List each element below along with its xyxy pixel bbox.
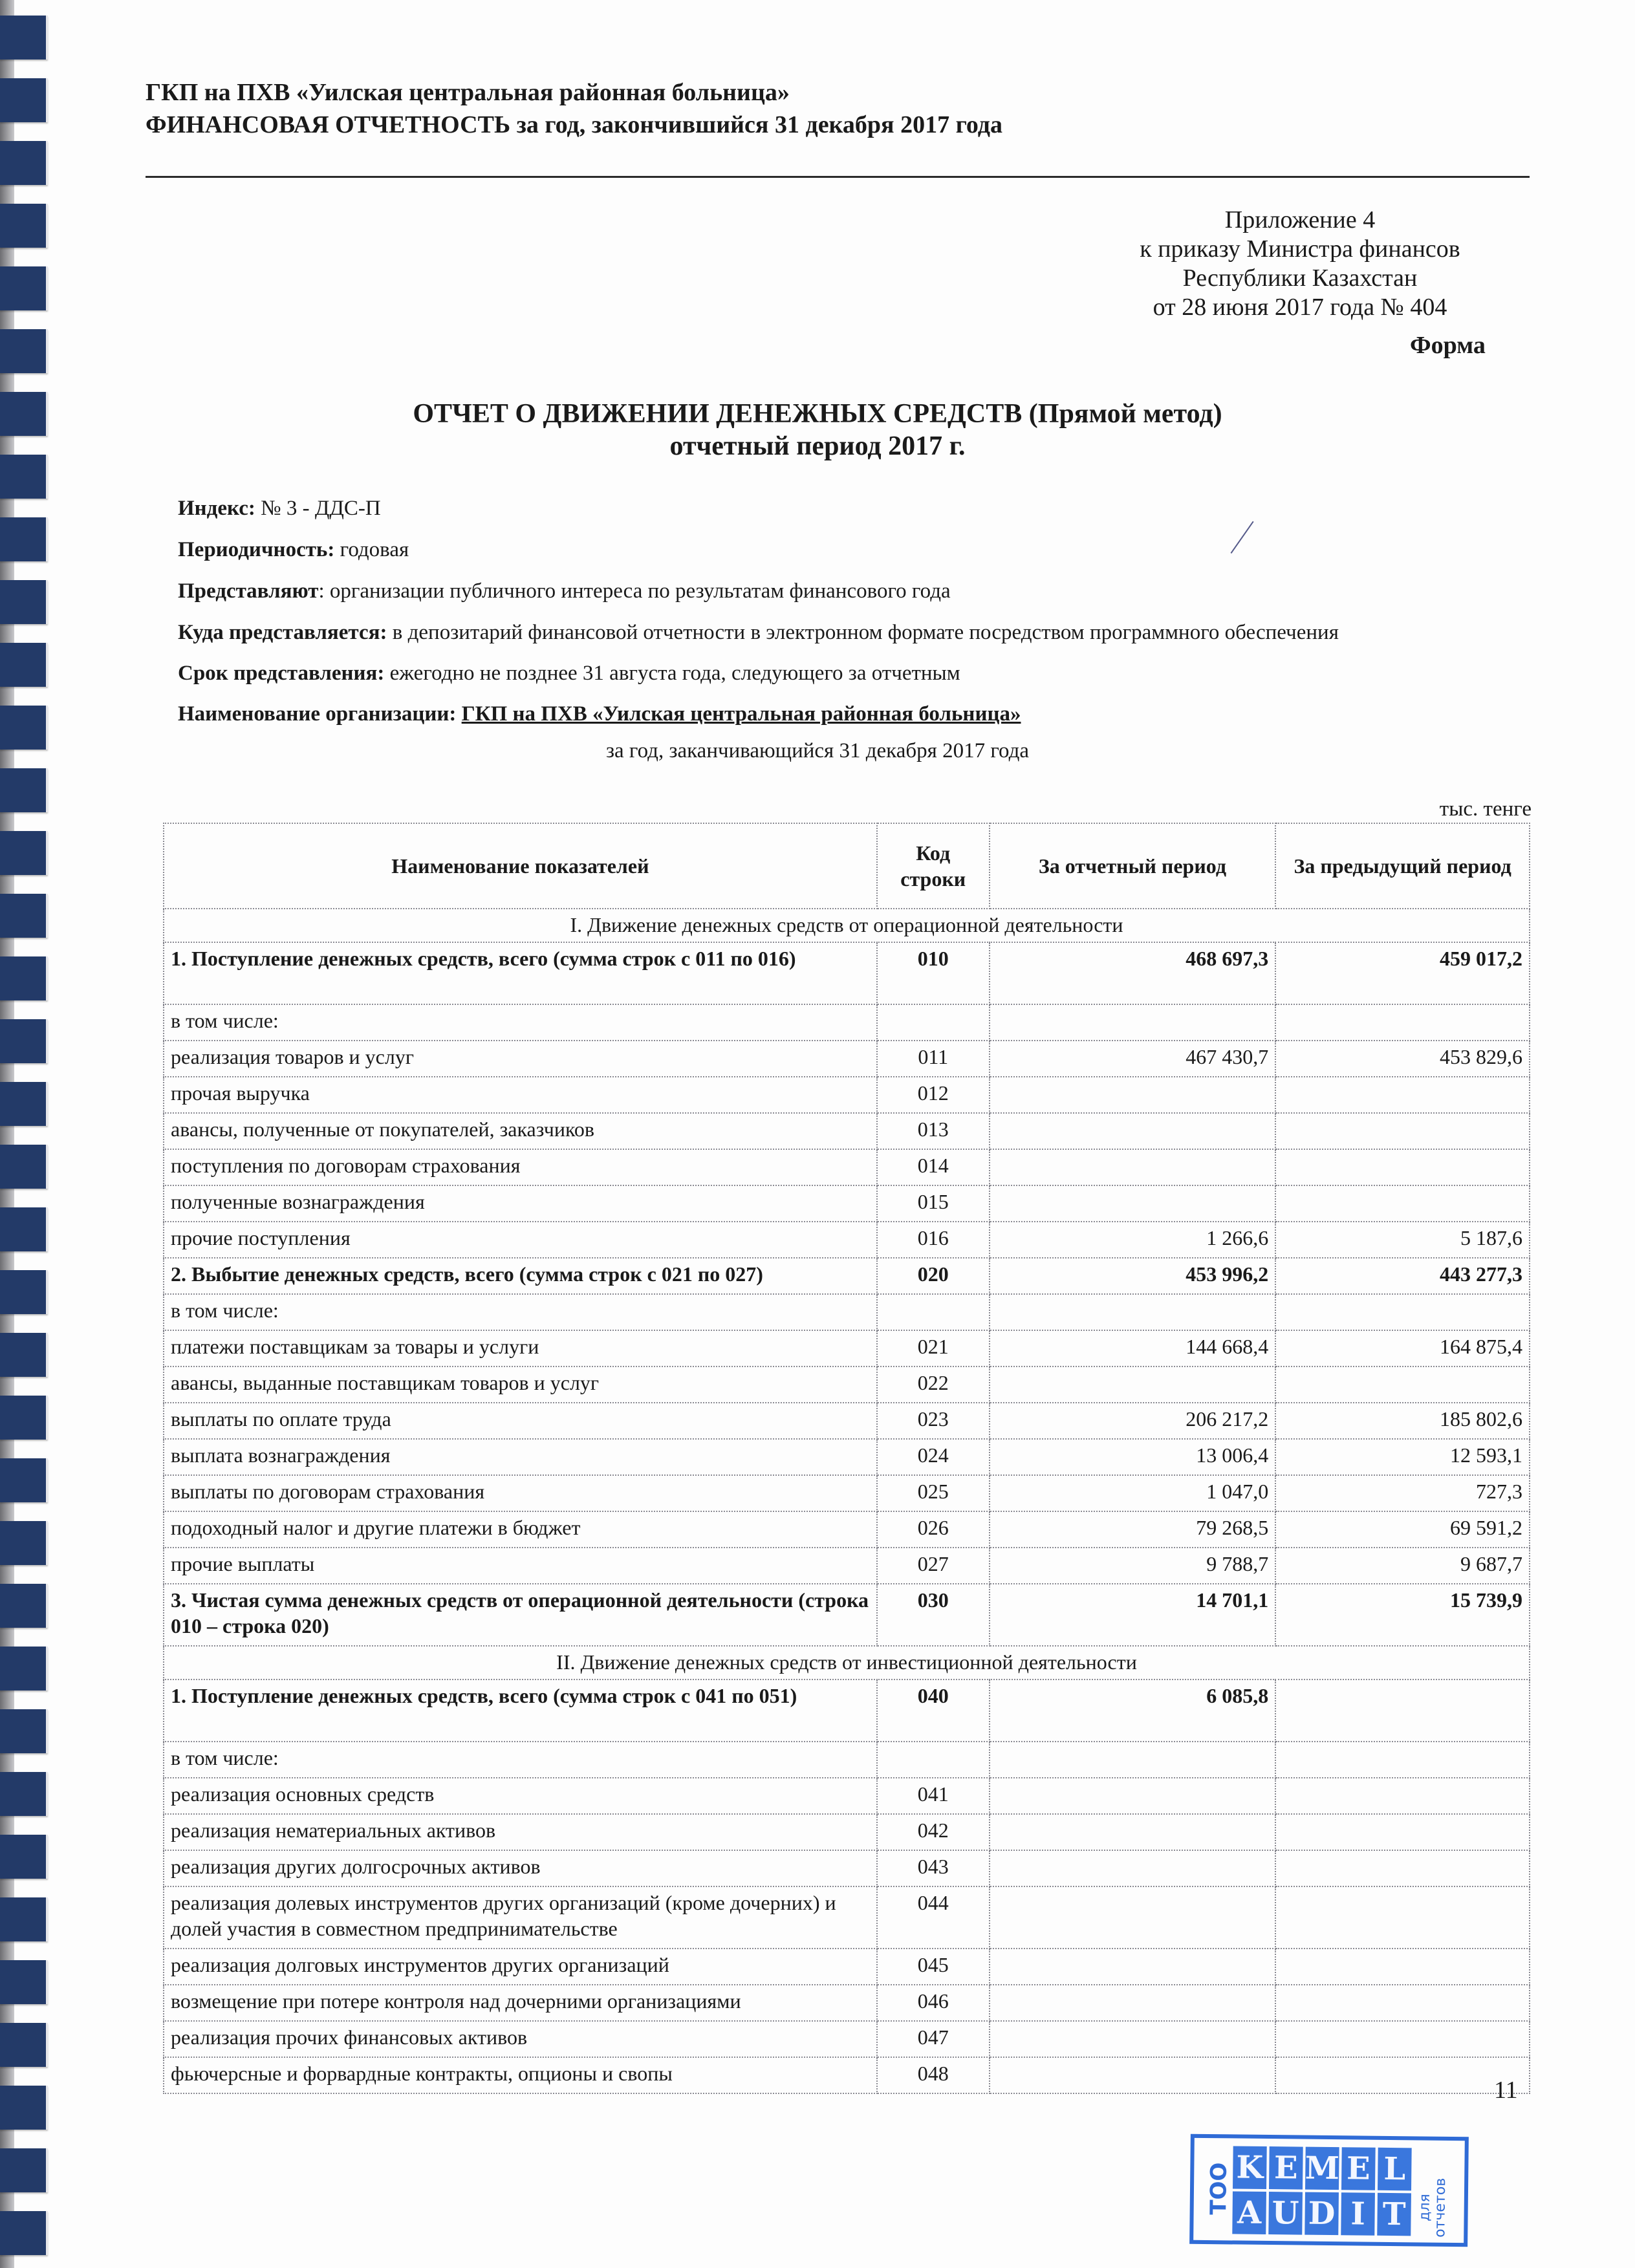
row-current-value [990,2057,1276,2093]
stamp-letter: E [1341,2147,1376,2190]
stamp-caption-line: отчетов [1432,2177,1449,2238]
binding-ring [0,141,48,185]
binding-ring [0,580,48,624]
report-period-note: за год, заканчивающийся 31 декабря 2017 года [605,739,1030,762]
row-code: 011 [877,1041,990,1077]
row-previous-value [1275,1366,1530,1403]
binding-ring [0,78,48,122]
table-row [164,942,1530,1004]
stamp-caption [1417,2177,1449,2238]
binding-ring [0,2211,48,2255]
row-current-value: 1 266,6 [990,1222,1276,1258]
row-current-value [990,2021,1276,2057]
row-previous-value [1275,1742,1530,1778]
table-row [164,1584,1530,1646]
row-name: выплаты по оплате труда [164,1403,877,1439]
row-name: реализация долевых инструментов других организаций (кроме дочерних) и долей участия в совместном предпринимательстве [164,1886,877,1949]
header-current: За отчетный период [990,823,1276,909]
row-name: прочие поступления [164,1222,877,1258]
row-current-value: 144 668,4 [990,1330,1276,1366]
table-row [164,1439,1530,1475]
binding-ring [0,1521,48,1565]
row-name: полученные вознаграждения [164,1185,877,1222]
table-row [164,1294,1530,1330]
row-current-value: 14 701,1 [990,1584,1276,1646]
row-current-value: 1 047,0 [990,1475,1276,1511]
binding-ring [0,329,48,373]
stamp-letter: K [1233,2146,1267,2189]
binding-ring [0,266,48,310]
row-code: 014 [877,1149,990,1185]
row-code: 042 [877,1814,990,1850]
stamp-prefix: ТОО [1206,2162,1232,2215]
row-name: реализация других долгосрочных активов [164,1850,877,1886]
stamp-letter: D [1305,2192,1339,2236]
appendix-line: Республики Казахстан [1182,265,1418,292]
row-name: авансы, выданные поставщикам товаров и услуг [164,1366,877,1403]
row-current-value [990,1814,1276,1850]
row-code: 040 [877,1679,990,1742]
row-previous-value: 185 802,6 [1275,1403,1530,1439]
table-row [164,1222,1530,1258]
binding-ring [0,643,48,687]
row-current-value [990,1778,1276,1814]
row-previous-value: 164 875,4 [1275,1330,1530,1366]
row-previous-value: 453 829,6 [1275,1041,1530,1077]
row-previous-value [1275,1850,1530,1886]
binding-ring [0,204,48,248]
header-report-title: ФИНАНСОВАЯ ОТЧЕТНОСТЬ за год, закончившийся 31 декабря 2017 года [146,111,1003,138]
table-row [164,1949,1530,1985]
binding-ring [0,1584,48,1628]
binding-ring [0,517,48,561]
handwritten-check-mark [1210,507,1253,554]
header-previous: За предыдущий период [1275,823,1530,909]
row-name: 3. Чистая сумма денежных средств от операционной деятельности (строка 010 – строка 020) [164,1584,877,1646]
row-previous-value [1275,1113,1530,1149]
row-code: 021 [877,1330,990,1366]
row-current-value [990,1113,1276,1149]
row-code: 041 [877,1778,990,1814]
row-code: 013 [877,1113,990,1149]
row-code: 012 [877,1077,990,1113]
binding-ring [0,1333,48,1377]
binding-ring [0,2148,48,2192]
binding-ring [0,1772,48,1816]
table-row [164,1149,1530,1185]
row-current-value [990,1149,1276,1185]
stamp-caption-line: для [1416,2194,1433,2221]
row-previous-value [1275,1185,1530,1222]
row-name: реализация прочих финансовых активов [164,2021,877,2057]
row-current-value: 13 006,4 [990,1439,1276,1475]
stamp-letter: U [1268,2192,1303,2235]
row-current-value: 79 268,5 [990,1511,1276,1548]
meta-value: годовая [340,538,409,561]
appendix-line: к приказу Министра финансов [1140,235,1460,263]
meta-value: : организации публичного интереса по результатам финансового года [318,579,951,603]
table-row [164,1778,1530,1814]
row-name: поступления по договорам страхования [164,1149,877,1185]
binding-ring [0,1647,48,1690]
table-row [164,1679,1530,1742]
currency-units: тыс. тенге [1439,797,1532,821]
header-name: Наименование показателей [164,823,877,909]
row-name: возмещение при потере контроля над дочерними организациями [164,1985,877,2021]
meta-value: № 3 - ДДС-П [261,497,381,520]
row-previous-value: 459 017,2 [1275,942,1530,1004]
row-previous-value: 727,3 [1275,1475,1530,1511]
appendix-note [1099,206,1500,322]
table-row [164,1475,1530,1511]
binding-ring [0,1897,48,1941]
row-name: прочая выручка [164,1077,877,1113]
row-code: 025 [877,1475,990,1511]
binding-ring [0,1835,48,1879]
row-previous-value: 443 277,3 [1275,1258,1530,1294]
section-header-row [164,909,1530,942]
binding-ring [0,1082,48,1126]
binding-ring [0,768,48,812]
row-name: фьючерсные и форвардные контракты, опционы и свопы [164,2057,877,2093]
binding-ring [0,1709,48,1753]
row-current-value [990,1850,1276,1886]
row-code: 015 [877,1185,990,1222]
row-previous-value [1275,1778,1530,1814]
appendix-line: от 28 июня 2017 года № 404 [1153,294,1447,321]
row-name: выплата вознаграждения [164,1439,877,1475]
page-title: ОТЧЕТ О ДВИЖЕНИИ ДЕНЕЖНЫХ СРЕДСТВ (Прямой метод) [413,399,1222,429]
row-name: реализация нематериальных активов [164,1814,877,1850]
row-code [877,1004,990,1041]
form-label: Форма [1410,332,1486,359]
table-row [164,1041,1530,1077]
meta-label: Индекс: [178,497,255,520]
binding-ring [0,1019,48,1063]
row-code: 046 [877,1985,990,2021]
row-current-value: 453 996,2 [990,1258,1276,1294]
row-previous-value: 15 739,9 [1275,1584,1530,1646]
binding-ring [0,2023,48,2067]
meta-label: Периодичность: [178,538,335,561]
spiral-binding [0,0,58,2268]
row-code: 044 [877,1886,990,1949]
row-code: 024 [877,1439,990,1475]
meta-value: ГКП на ПХВ «Уилская центральная районная больница» [461,702,1021,726]
binding-ring [0,1270,48,1314]
row-name: прочие выплаты [164,1548,877,1584]
meta-label: Срок представления: [178,662,385,685]
table-row [164,1742,1530,1778]
row-name: выплаты по договорам страхования [164,1475,877,1511]
row-current-value: 467 430,7 [990,1041,1276,1077]
row-current-value [990,1742,1276,1778]
row-current-value [990,1985,1276,2021]
row-previous-value [1275,2057,1530,2093]
row-current-value: 6 085,8 [990,1679,1276,1742]
row-previous-value: 12 593,1 [1275,1439,1530,1475]
cash-flow-table [163,823,1530,2094]
meta-destination [178,621,1339,645]
binding-ring [0,1458,48,1502]
row-current-value [990,1077,1276,1113]
stamp-letter: A [1232,2191,1266,2234]
row-code: 047 [877,2021,990,2057]
row-current-value [990,1294,1276,1330]
row-previous-value [1275,1004,1530,1041]
table-row [164,1077,1530,1113]
row-previous-value [1275,1814,1530,1850]
table-row [164,1113,1530,1149]
header-organization: ГКП на ПХВ «Уилская центральная районная больница» [146,79,790,106]
table-row [164,1985,1530,2021]
row-current-value [990,1886,1276,1949]
row-current-value [990,1949,1276,1985]
row-code [877,1742,990,1778]
meta-submitters [178,579,951,603]
binding-ring [0,1960,48,2004]
row-code: 045 [877,1949,990,1985]
row-code: 023 [877,1403,990,1439]
row-previous-value [1275,1294,1530,1330]
stamp-letter: T [1377,2193,1411,2236]
row-current-value [990,1185,1276,1222]
row-previous-value [1275,1679,1530,1742]
row-name: в том числе: [164,1294,877,1330]
page-subtitle: отчетный период 2017 г. [669,431,966,461]
row-name: реализация товаров и услуг [164,1041,877,1077]
row-previous-value: 5 187,6 [1275,1222,1530,1258]
meta-periodicity [178,538,409,562]
table-header-row [164,823,1530,909]
table-row [164,1185,1530,1222]
binding-ring [0,831,48,875]
binding-ring [0,956,48,1000]
row-code [877,1294,990,1330]
stamp-letter-grid [1232,2146,1411,2236]
row-name: 1. Поступление денежных средств, всего (сумма строк с 041 по 051) [164,1679,877,1742]
row-previous-value [1275,1077,1530,1113]
table-row [164,1366,1530,1403]
binding-ring [0,1207,48,1251]
header-divider [146,176,1530,178]
row-code: 020 [877,1258,990,1294]
meta-label: Куда представляется: [178,621,387,644]
row-name: в том числе: [164,1004,877,1041]
meta-value: ежегодно не позднее 31 августа года, следующего за отчетным [389,662,960,685]
meta-value: в депозитарий финансовой отчетности в электронном формате посредством программного обеспечения [392,621,1339,644]
binding-ring [0,894,48,938]
row-current-value [990,1366,1276,1403]
table-row [164,1258,1530,1294]
binding-ring [0,2086,48,2130]
page-number: 11 [1494,2077,1518,2104]
row-name: в том числе: [164,1742,877,1778]
section-title: I. Движение денежных средств от операционной деятельности [164,909,1530,942]
row-code: 026 [877,1511,990,1548]
row-name: реализация долговых инструментов других организаций [164,1949,877,1985]
row-code: 016 [877,1222,990,1258]
row-code: 048 [877,2057,990,2093]
section-title: II. Движение денежных средств от инвестиционной деятельности [164,1646,1530,1679]
binding-ring [0,16,48,59]
table-row [164,1330,1530,1366]
row-current-value [990,1004,1276,1041]
row-previous-value [1275,1886,1530,1949]
meta-index [178,497,381,521]
row-name: подоходный налог и другие платежи в бюджет [164,1511,877,1548]
table-row [164,2021,1530,2057]
stamp-letter: I [1341,2192,1375,2236]
row-code: 043 [877,1850,990,1886]
section-header-row [164,1646,1530,1679]
row-previous-value [1275,1949,1530,1985]
row-code: 027 [877,1548,990,1584]
table-row [164,1403,1530,1439]
row-name: авансы, полученные от покупателей, заказчиков [164,1113,877,1149]
binding-ring [0,1145,48,1189]
row-code: 022 [877,1366,990,1403]
stamp-letter: M [1305,2147,1339,2190]
table-row [164,1850,1530,1886]
table-row [164,1814,1530,1850]
meta-organization [178,702,1021,726]
row-code: 030 [877,1584,990,1646]
binding-ring [0,1396,48,1440]
row-previous-value [1275,1149,1530,1185]
stamp-letter: E [1269,2146,1303,2190]
row-previous-value: 69 591,2 [1275,1511,1530,1548]
row-previous-value: 9 687,7 [1275,1548,1530,1584]
meta-label: Представляют [178,579,319,603]
table-row [164,1004,1530,1041]
row-name: реализация основных средств [164,1778,877,1814]
meta-label: Наименование организации: [178,702,457,726]
row-previous-value [1275,1985,1530,2021]
row-previous-value [1275,2021,1530,2057]
row-current-value: 206 217,2 [990,1403,1276,1439]
stamp-letter: L [1378,2148,1412,2191]
header-code: Код строки [877,823,990,909]
table-row [164,1548,1530,1584]
row-name: 1. Поступление денежных средств, всего (сумма строк с 011 по 016) [164,942,877,1004]
table-row [164,1511,1530,1548]
meta-deadline [178,662,960,686]
table-row [164,2057,1530,2093]
auditor-stamp [1189,2134,1469,2247]
table-row [164,1886,1530,1949]
row-current-value: 468 697,3 [990,942,1276,1004]
row-name: 2. Выбытие денежных средств, всего (сумма строк с 021 по 027) [164,1258,877,1294]
appendix-line: Приложение 4 [1224,206,1376,233]
row-name: платежи поставщикам за товары и услуги [164,1330,877,1366]
row-current-value: 9 788,7 [990,1548,1276,1584]
document-header [146,76,1002,141]
row-code: 010 [877,942,990,1004]
